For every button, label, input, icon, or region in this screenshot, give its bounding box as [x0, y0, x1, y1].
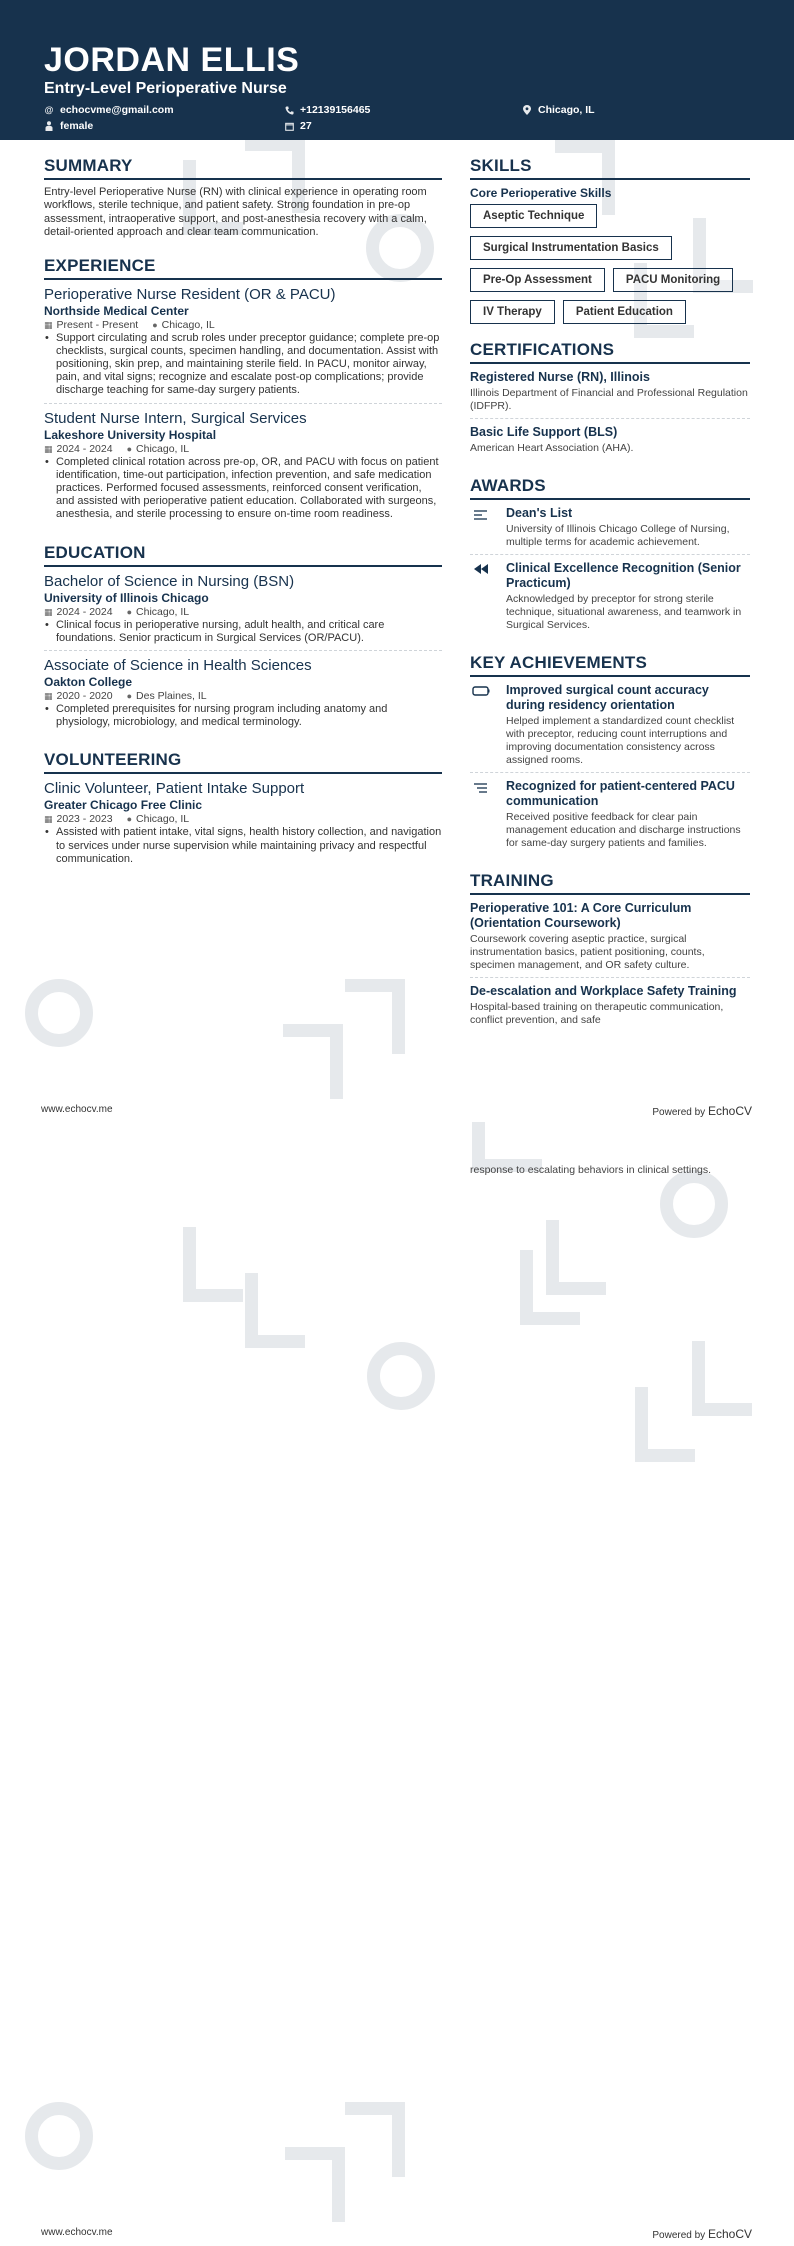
- map-pin-icon: ●: [126, 814, 133, 825]
- achievement-description: Helped implement a standardized count checklist with preceptor, reducing count interruptions and improving documentation consistency across assigned rooms.: [506, 715, 735, 766]
- bullet-text: • Completed clinical rotation across pre-op, OR, and PACU with focus on patient identification, time-out participation, infection prevention, and safe medication practices. Performed focused assessments, reinforced consent verification, and assisted with perioperative patient education. Collaborated with surgeons, anesthesia, and sterile processing to ensure on-time room readiness.: [44, 456, 442, 522]
- decoration-shape: [245, 1273, 305, 1348]
- training-description-continued: response to escalating behaviors in clinical settings.: [470, 1164, 712, 1176]
- contact-location: Chicago, IL: [522, 103, 595, 117]
- award-title: Clinical Excellence Recognition (Senior Practicum): [506, 561, 741, 590]
- section-heading: CERTIFICATIONS: [470, 340, 750, 364]
- rewind-icon: [470, 561, 492, 632]
- summary-section: [44, 156, 442, 240]
- candidate-title: Entry-Level Perioperative Nurse: [44, 80, 287, 97]
- degree-title: Bachelor of Science in Nursing (BSN): [44, 572, 295, 590]
- calendar-icon: [284, 122, 294, 131]
- skill-tag: IV Therapy: [470, 300, 555, 324]
- map-pin-icon: [522, 105, 532, 115]
- awards-section: [470, 476, 750, 637]
- right-column: [470, 156, 750, 1048]
- decoration-shape: [660, 1170, 728, 1238]
- summary-text: Entry-level Perioperative Nurse (RN) with clinical experience in operating room workflows, sterile technique, and patient safety. Strong foundation in pre-op assessment, intraoperative support, and post-anesthesia recovery with a calm, detail-oriented approach and clear team communication.: [44, 186, 427, 239]
- powered-by: Powered by EchoCV: [652, 1104, 752, 1118]
- bullet-text: • Completed prerequisites for nursing program including anatomy and physiology, microbiology, and medical terminology.: [44, 703, 442, 729]
- education-item: [44, 573, 442, 651]
- experience-item: [44, 410, 442, 527]
- achievement-description: Received positive feedback for clear pain management education and discharge instructions for same-day surgery patients and families.: [506, 811, 741, 849]
- skill-tags: [470, 204, 750, 324]
- calendar-icon: ▦: [44, 443, 53, 454]
- person-icon: [44, 121, 54, 131]
- education-item: [44, 657, 442, 734]
- certification-title: Registered Nurse (RN), Illinois: [470, 370, 650, 384]
- decoration-shape: [345, 2102, 405, 2177]
- skill-tag: Aseptic Technique: [470, 204, 597, 228]
- volunteer-role: Clinic Volunteer, Patient Intake Support: [44, 780, 305, 798]
- align-right-icon: [470, 779, 492, 850]
- degree-title: Associate of Science in Health Sciences: [44, 657, 312, 675]
- employer: Northside Medical Center: [44, 303, 189, 318]
- item-meta: ▦ 2020 - 2020 ● Des Plaines, IL: [44, 690, 207, 703]
- decoration-shape: [520, 1250, 580, 1325]
- decoration-shape: [183, 1227, 243, 1302]
- calendar-icon: ▦: [44, 691, 53, 702]
- calendar-icon: ▦: [44, 319, 53, 330]
- align-left-icon: [470, 506, 492, 549]
- achievements-section: [470, 653, 750, 855]
- certification-issuer: American Heart Association (AHA).: [470, 442, 634, 454]
- achievement-title: Recognized for patient-centered PACU communication: [506, 779, 735, 808]
- job-title: Student Nurse Intern, Surgical Services: [44, 409, 307, 427]
- certifications-section: [470, 340, 750, 460]
- training-description: Coursework covering aseptic practice, surgical instrumentation basics, patient positioning, counts, specimen management, and OR safety culture.: [470, 933, 705, 971]
- section-heading: SUMMARY: [44, 156, 442, 180]
- bullet-text: • Clinical focus in perioperative nursing, adult health, and critical care foundations. Senior practicum in Surgical Services (OR/PACU).: [44, 619, 442, 645]
- certification-title: Basic Life Support (BLS): [470, 425, 618, 439]
- skill-tag: PACU Monitoring: [613, 268, 733, 292]
- section-heading: VOLUNTEERING: [44, 750, 442, 774]
- education-section: [44, 543, 442, 735]
- map-pin-icon: ●: [126, 443, 133, 454]
- skill-group-title: Core Perioperative Skills: [470, 186, 612, 200]
- resume-header: [0, 0, 794, 140]
- certification-issuer: Illinois Department of Financial and Professional Regulation (IDFPR).: [470, 387, 748, 412]
- award-title: Dean's List: [506, 506, 573, 520]
- organization: Greater Chicago Free Clinic: [44, 798, 203, 813]
- achievement-item: [470, 779, 750, 855]
- volunteering-section: [44, 750, 442, 871]
- decoration-shape: [25, 2102, 93, 2170]
- section-heading: TRAINING: [470, 871, 750, 895]
- map-pin-icon: ●: [152, 319, 158, 330]
- map-pin-icon: ●: [126, 691, 133, 702]
- section-heading: EXPERIENCE: [44, 256, 442, 280]
- skill-tag: Pre-Op Assessment: [470, 268, 605, 292]
- contact-email[interactable]: @ echocvme@gmail.com: [44, 104, 174, 116]
- job-title: Perioperative Nurse Resident (OR & PACU): [44, 285, 336, 303]
- award-item: [470, 506, 750, 555]
- phone-icon: [284, 106, 294, 115]
- website-link[interactable]: www.echocv.me: [41, 2227, 113, 2238]
- contact-phone[interactable]: +12139156465: [284, 103, 370, 117]
- battery-icon: [470, 683, 492, 767]
- item-meta: ▦ Present - Present ● Chicago, IL: [44, 318, 215, 331]
- award-item: [470, 561, 750, 637]
- candidate-name: JORDAN ELLIS: [44, 41, 300, 79]
- skills-section: [470, 156, 750, 324]
- decoration-shape: [367, 1342, 435, 1410]
- training-item: [470, 984, 750, 1032]
- section-heading: KEY ACHIEVEMENTS: [470, 653, 750, 677]
- training-title: Perioperative 101: A Core Curriculum (Orientation Coursework): [470, 901, 692, 930]
- decoration-shape: [345, 979, 405, 1054]
- achievement-item: [470, 683, 750, 773]
- decoration-shape: [283, 1024, 343, 1099]
- experience-section: [44, 256, 442, 527]
- school-name: Oakton College: [44, 675, 133, 690]
- skill-tag: Surgical Instrumentation Basics: [470, 236, 672, 260]
- certification-item: [470, 425, 750, 460]
- achievement-title: Improved surgical count accuracy during residency orientation: [506, 683, 709, 712]
- decoration-shape: [285, 2147, 345, 2222]
- school-name: University of Illinois Chicago: [44, 590, 209, 605]
- award-description: Acknowledged by preceptor for strong sterile technique, situational awareness, and teamwork in Surgical Services.: [506, 593, 742, 631]
- section-heading: EDUCATION: [44, 543, 442, 567]
- brand-name: EchoCV: [707, 2227, 752, 2241]
- certification-item: [470, 370, 750, 419]
- item-meta: ▦ 2024 - 2024 ● Chicago, IL: [44, 442, 190, 455]
- decoration-shape: [635, 1387, 695, 1462]
- calendar-icon: ▦: [44, 606, 53, 617]
- section-heading: AWARDS: [470, 476, 750, 500]
- bullet-text: • Assisted with patient intake, vital signs, health history collection, and navigation to services under nurse supervision while maintaining privacy and respectful communication.: [44, 826, 442, 866]
- at-icon: @: [44, 105, 54, 115]
- contact-gender: female: [44, 119, 93, 133]
- employer: Lakeshore University Hospital: [44, 427, 217, 442]
- contact-info: [44, 103, 794, 137]
- item-meta: ▦ 2023 - 2023 ● Chicago, IL: [44, 813, 190, 826]
- award-description: University of Illinois Chicago College of Nursing, multiple terms for academic achievement.: [506, 523, 730, 548]
- decoration-shape: [25, 979, 93, 1047]
- section-heading: SKILLS: [470, 156, 750, 180]
- left-column: [44, 156, 442, 887]
- experience-item: [44, 286, 442, 404]
- decoration-shape: [692, 1341, 752, 1416]
- powered-by: Powered by EchoCV: [652, 2227, 752, 2241]
- brand-name: EchoCV: [707, 1104, 752, 1118]
- volunteering-item: [44, 780, 442, 871]
- bullet-text: • Support circulating and scrub roles under preceptor guidance; complete pre-op checklists, surgical counts, specimen handling, and documentation. Assist with positioning, skin prep, and maintaining sterile field. In PACU, monitor airway, pain, and vital signs; recognize and escalate post-op complications; provide discharge teaching for same-day surgery patients.: [44, 332, 442, 398]
- training-section: [470, 871, 750, 1032]
- map-pin-icon: ●: [126, 606, 133, 617]
- skill-tag: Patient Education: [563, 300, 686, 324]
- website-link[interactable]: www.echocv.me: [41, 1104, 113, 1115]
- item-meta: ▦ 2024 - 2024 ● Chicago, IL: [44, 605, 190, 618]
- training-item: [470, 901, 750, 978]
- training-title: De-escalation and Workplace Safety Training: [470, 984, 737, 998]
- training-description: Hospital-based training on therapeutic communication, conflict prevention, and safe: [470, 1001, 724, 1026]
- calendar-icon: ▦: [44, 814, 53, 825]
- contact-age: 27: [284, 119, 312, 133]
